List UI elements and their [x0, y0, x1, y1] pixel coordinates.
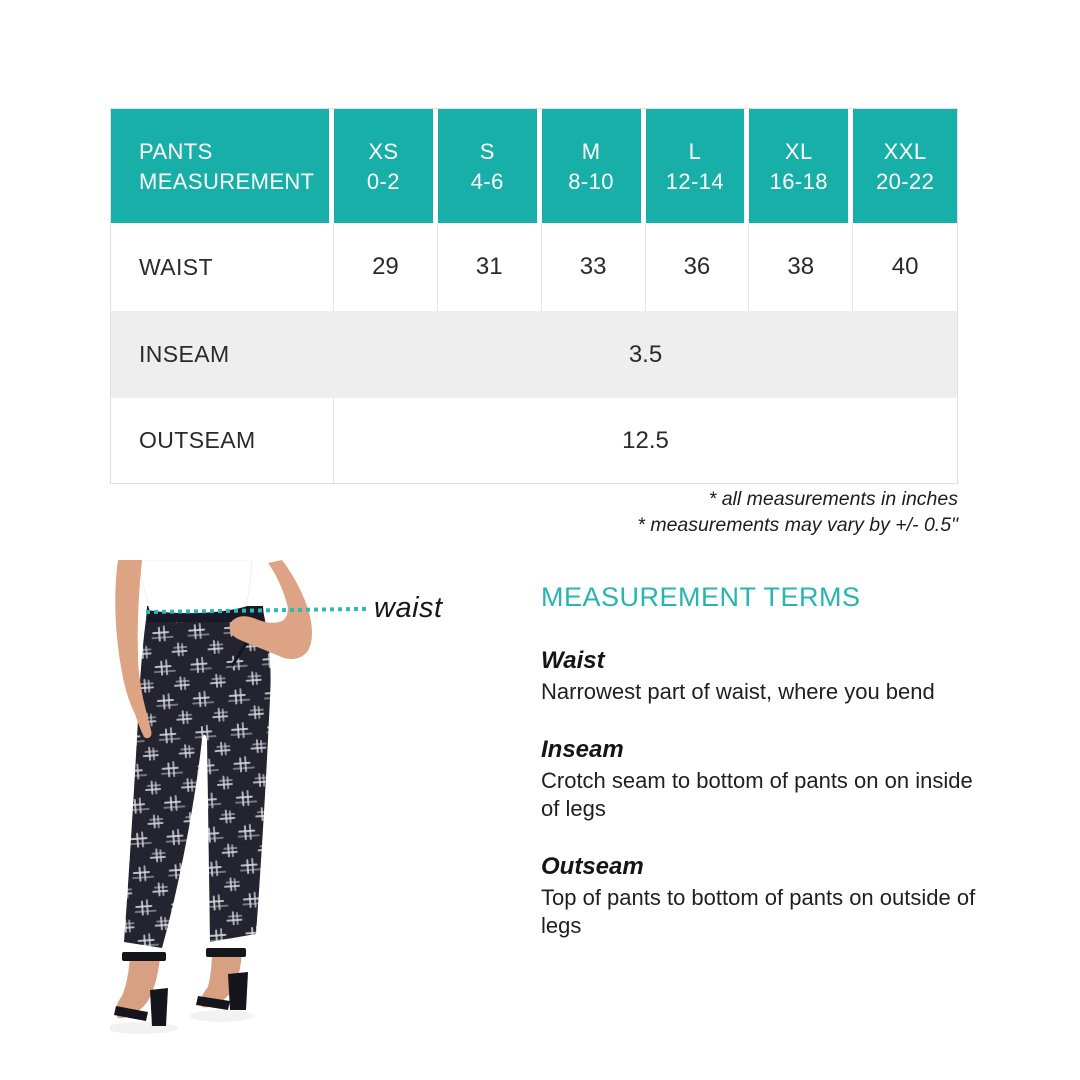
- term-definition: Narrowest part of waist, where you bend: [541, 679, 935, 704]
- measurement-terms: [541, 582, 977, 970]
- size-range: 8-10: [568, 168, 614, 194]
- term-inseam: [541, 736, 977, 823]
- term-title: Outseam: [541, 853, 644, 880]
- size-label: XL: [784, 138, 813, 164]
- term-waist: [541, 647, 977, 706]
- waist-value-xs: 29: [334, 223, 438, 311]
- table-header-s: [438, 109, 542, 223]
- footnote-units: * all measurements in inches: [708, 488, 958, 510]
- front-heel-block: [150, 988, 168, 1026]
- table-header-xxl: [853, 109, 957, 223]
- term-title: Inseam: [541, 736, 624, 763]
- term-definition: Top of pants to bottom of pants on outside of legs: [541, 885, 976, 938]
- corner-line1: PANTS: [139, 138, 213, 164]
- waist-value-xl: 38: [749, 223, 853, 311]
- table-header-xl: [749, 109, 853, 223]
- size-label: M: [581, 138, 601, 164]
- waist-annotation-label: waist: [374, 592, 443, 624]
- inseam-value: 3.5: [334, 311, 957, 398]
- term-title: Waist: [541, 647, 605, 674]
- row-label-outseam: OUTSEAM: [111, 398, 334, 483]
- term-definition: Crotch seam to bottom of pants on on inside of legs: [541, 768, 973, 821]
- rear-ankle-strap: [206, 948, 246, 957]
- size-range: 16-18: [769, 168, 828, 194]
- size-label: L: [688, 138, 702, 164]
- front-ankle-strap: [122, 952, 166, 961]
- size-range: 12-14: [665, 168, 725, 194]
- size-range: 4-6: [470, 168, 504, 194]
- terms-heading: MEASUREMENT TERMS: [541, 582, 861, 612]
- size-label: XXL: [883, 138, 927, 164]
- pants: [124, 606, 271, 948]
- waist-value-xxl: 40: [853, 223, 957, 311]
- table-header-l: [646, 109, 750, 223]
- waist-value-s: 31: [438, 223, 542, 311]
- table-header-corner: [111, 109, 334, 223]
- table-header-m: [542, 109, 646, 223]
- size-table: [110, 108, 958, 484]
- row-label-inseam: INSEAM: [111, 311, 334, 398]
- corner-line2: MEASUREMENT: [139, 168, 315, 194]
- rear-heel-block: [228, 972, 248, 1010]
- table-footnotes: [110, 486, 958, 538]
- size-range: 20-22: [875, 168, 935, 194]
- row-label-waist: WAIST: [111, 223, 334, 311]
- size-range: 0-2: [366, 168, 400, 194]
- model-illustration: [110, 560, 330, 1050]
- term-outseam: [541, 853, 977, 940]
- footnote-tolerance: * measurements may vary by +/- 0.5": [637, 514, 958, 536]
- waist-value-l: 36: [646, 223, 750, 311]
- size-label: XS: [368, 138, 399, 164]
- table-header-xs: [334, 109, 438, 223]
- waist-value-m: 33: [542, 223, 646, 311]
- model-photo: [110, 560, 330, 1050]
- white-top: [138, 560, 252, 613]
- size-label: S: [479, 138, 495, 164]
- outseam-value: 12.5: [334, 398, 957, 483]
